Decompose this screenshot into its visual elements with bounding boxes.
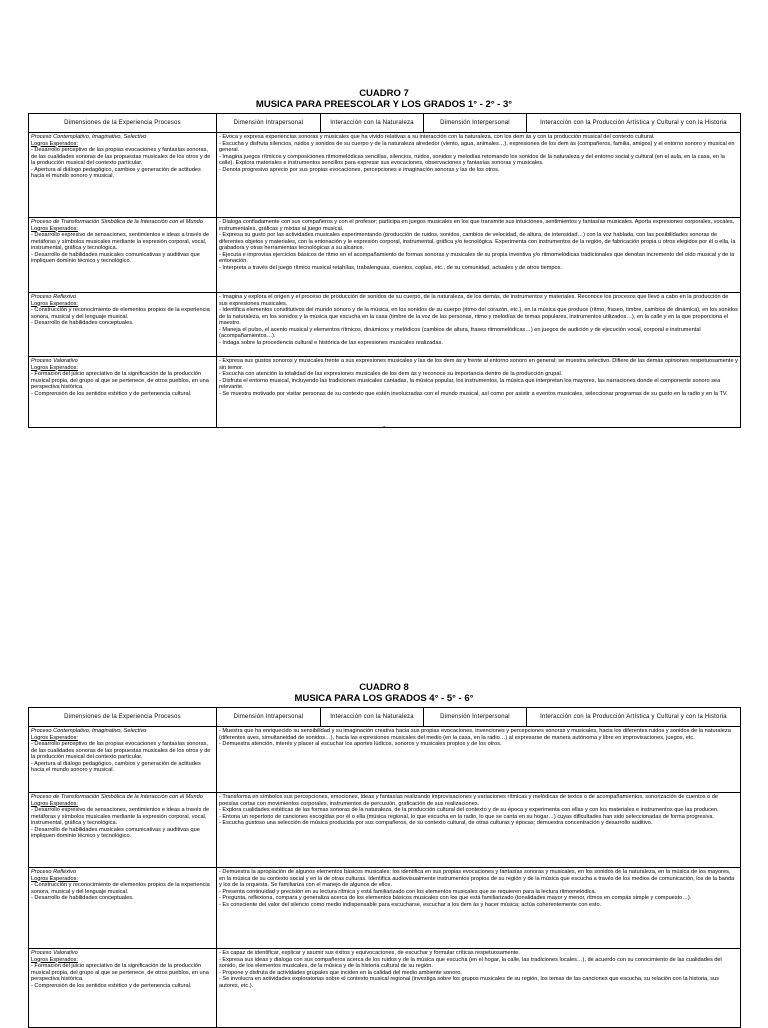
description-item: - Expresa sus ideas y dialoga con sus compañeros acerca de los ruidos y de la música que escucha (en el hogar, la calle, las tradiciones locales…), de acuerdo con su conocimiento de las cualidades del sonido, de los elementos musicales, de la música y de la historia cultural de su región. xyxy=(219,956,722,969)
header-intrapersonal: Dimensión Intrapersonal xyxy=(217,708,321,727)
table-row xyxy=(29,949,741,1028)
process-title: Proceso Reflexivo xyxy=(31,294,77,300)
table-row xyxy=(29,218,741,293)
process-cell xyxy=(29,949,217,1028)
description-item: - Demuestra atención, interés y placer al escuchar los aportes lúdicos, sonoros y musicales propios y de los otros. xyxy=(219,741,502,747)
process-cell xyxy=(29,133,217,218)
description-item: - Escucha y disfruta silencios, ruidos y sonidos de su cuerpo y de la naturaleza alrededor (viento, agua, animales…), expresiones de los dem ás (compañeros, familia, amigos) y el entorno sonoro y musical en general. xyxy=(219,140,735,153)
description-item: - Entona un repertorio de canciones escogidas por él o ella (música regional, lo que escucha en la radio, lo que se canta en su hogar…) cuyas dificultades han sido seleccionadas de forma progresiva. xyxy=(219,813,715,820)
header-produccion: Interacción con la Producción Artística y Cultural y con la Historia xyxy=(527,114,741,133)
table-header-row xyxy=(29,708,741,727)
process-cell xyxy=(29,218,217,293)
process-title: Proceso de Transformación Simbólica de la Interacción con el Mundo xyxy=(31,794,203,800)
description-item: - Indaga sobre la procedencia cultural e histórica de las expresiones musicales realizadas. xyxy=(219,339,443,346)
logro-item: - Desarrollo de habilidades conceptuales. xyxy=(31,320,134,326)
description-item: - Muestra que ha enriquecido su sensibilidad y su imaginación creativa hacia sus propias evocaciones, invenciones y percepciones sonoras y musicales, hacia los diferentes ruidos y sonidos de la naturaleza (diferentes aves, simultaneidad de sonidos…), hacia las expresiones musicales del medio (en la casa, en la radio…) al expresarse de manera autónoma y libre en improvisaciones, juegos, etc. xyxy=(219,728,731,741)
description-item: - Expresa su gusto por las actividades musicales experimentando (producción de ruidos, sonidos, cambios de velocidad, de altura, de intensidad…) con la voz hablada, con las posibilidades sonoras de diferentes objetos y materiales, con la entonación y le expresión corporal, instrumental, gráfica y/o tecnológica. Experimenta con instrumentos de la región, de fabricación propia u otros elegidos por él o ella, la grabadora y otras herramientas tecnológicas a su alcance. xyxy=(219,232,736,251)
description-cell xyxy=(217,868,741,949)
description-cell xyxy=(217,727,741,793)
table-row xyxy=(29,293,741,357)
description-cell xyxy=(217,293,741,357)
description-item: - Es capaz de identificar, explicar y asumir sus éxitos y equivocaciones, de escuchar y formular críticas respetuosamente. xyxy=(219,950,520,956)
cuadro-8-number: CUADRO 8 xyxy=(359,682,409,693)
table-row xyxy=(29,727,741,793)
description-item: - Dialoga confiadamente con sus compañeros y con el profesor; participa en juegos musicales en los que transmite sus intuiciones, sentimientos y fantasías musicales. Aporta expresiones corporales, vocales, instrumentales, gráficas y mixtas al juego musical. xyxy=(219,219,735,232)
logro-item: - Desarrollo expresivo de sensaciones, sentimientos e ideas a través de metáforas y símbolos musicales mediante la expresión corporal, vocal, instrumental, gráfica y tecnológica. xyxy=(31,232,210,251)
description-item: - Demuestra la apropiación de algunos elementos básicos musicales: los identifica en sus propias evocaciones y fantasías sonoras y musicales, en los sonidos de la naturaleza, en la música de los mayores, en la música de su contexto social y en la de otras culturas. Identifica audiovisualmente instrumentos propios de su región y de la música que escucha a través de los medios de comunicación, los de la banda y los de la orquesta. Se familiariza con el manejo de algunos de ellos. xyxy=(219,869,735,888)
table-row xyxy=(29,357,741,428)
table-header-row xyxy=(29,114,741,133)
logro-item: - Desarrollo expresivo de sensaciones, sentimientos e ideas a través de metáforas y símbolos musicales mediante la expresión corporal, vocal, instrumental, gráfica y tecnológica. xyxy=(31,807,210,826)
description-item: - Escucha gustoso una selección de música producida por sus compañeros, de su contexto cultural, de otras culturas y épocas; demuestra concentración y desarrollo auditivo. xyxy=(219,820,653,826)
logros-label: Logros Esperados: xyxy=(31,800,78,807)
header-naturaleza: Interacción con la Naturaleza xyxy=(321,708,424,727)
description-item: - Ejecuta e improvisa ejercicios básicos de ritmo en el acompañamiento de formas sonoras y musicales de su propia inventiva y/o ritmomelódicas tradicionales que denotan incremento del oído musical y de la entonación. xyxy=(219,251,735,264)
description-item: - Denota progresivo aprecio por sus propias evocaciones, percepciones e imaginación sonoras y las de los otros. xyxy=(219,166,500,173)
description-item: - Imagina juegos rítmicos y composiciones ritmomelódicas sencillas, silencios, ruidos, sonidos y melodías retomando los sonidos de la naturaleza y del entorno social y cultural (en el aula, en la casa, en la calle). Explora materiales e instrumentos sencillos para expresar sus evocaciones, observaciones y fantasías sonoras y musicales. xyxy=(219,153,725,166)
description-cell xyxy=(217,133,741,218)
description-item: - Identifica elementos constitutivos del mundo sonoro y de la música, en los sonidos de su cuerpo (ritmo del corazón, etc.), en la música que produce (ritmo, fraseo, timbre, cambios de dinámica), en los sonidos de la naturaleza, en los sonidos y la música que escucha en la casa (timbre de la voz de las personas, ritmo y melodías de temas populares, instrumentos utilizados…), en la calle y en la que proporciona el maestro. xyxy=(219,307,738,326)
logros-label: Logros Esperados: xyxy=(31,364,78,371)
logro-item: - Construcción y reconocimiento de elementos propios de la experiencia sonora, musical y del lenguaje musical. xyxy=(31,882,210,895)
header-dimensiones: Dimensiones de la Experiencia Procesos xyxy=(29,708,217,727)
description-item: - Disfruta el entorno musical, incluyendo las tradiciones musicales cantadas, la música popular, los instrumentos, la música que interpretan los mayores, las narraciones donde el componente sonoro sea relevante. xyxy=(219,377,721,390)
logro-item: - Desarrollo de habilidades musicales comunicativas y auditivas que impliquen dominio técnico y tecnológico. xyxy=(31,826,200,839)
description-item: - Propone y disfruta de actividades grupales que inciden en la calidad del medio ambiente sonoro. xyxy=(219,969,462,976)
process-title: Proceso Reflexivo xyxy=(31,869,77,875)
description-item: - Pregunta, reflexiona, compara y generaliza acerca de los elementos básicos musicales con los que está familiarizado (tonalidades mayor y menor, ritmos en compás simple y compuesto…). xyxy=(219,895,692,901)
header-intrapersonal: Dimensión Intrapersonal xyxy=(217,114,321,133)
logros-label: Logros Esperados: xyxy=(31,140,78,147)
process-title: Proceso Contemplativo, Imaginativo, Selectivo xyxy=(31,134,147,140)
description-item: - Evoca y expresa experiencias sonoras y musicales que ha vivido relativas a su interacción con la naturaleza, con los dem ás y con la producción musical del contexto cultural. xyxy=(219,134,655,140)
cuadro-8-table xyxy=(28,707,741,1028)
description-item: - Expresa sus gustos sonoros y musicales frente a sus expresiones musicales y las de los dem ás y frente al entorno sonoro en general; se muestra selectivo. Difiere de las demás opiniones respetuosamente y sin temor. xyxy=(219,358,738,371)
cuadro-7-table xyxy=(28,113,741,428)
logro-item: - Formación del juicio apreciativo de la significación de la producción musical propia, del grupo al que se pertenece, de otros pueblos, en una perspectiva histórica. xyxy=(31,963,209,982)
logros-label: Logros Esperados: xyxy=(31,225,78,232)
cuadro-7 xyxy=(28,88,740,428)
description-cell xyxy=(217,357,741,428)
logro-item: - Desarrollo perceptivo de las propias evocaciones y fantasías sonoras, de las cualidades sonoras de las propuestas musicales de los otros y de la producción musical del contexto particular. xyxy=(31,147,211,166)
description-cell xyxy=(217,218,741,293)
header-dimensiones: Dimensiones de la Experiencia Procesos xyxy=(29,114,217,133)
process-cell xyxy=(29,357,217,428)
logro-item: - Construcción y reconocimiento de elementos propios de la experiencia sonora, musical y del lenguaje musical. xyxy=(31,307,210,320)
process-title: Proceso Contemplativo, Imaginativo, Selectivo xyxy=(31,728,147,734)
cuadro-8-title: MUSICA PARA LOS GRADOS 4° - 5° - 6° xyxy=(294,693,474,704)
header-produccion: Interacción con la Producción Artística y Cultural y con la Historia xyxy=(527,708,741,727)
table-row xyxy=(29,133,741,218)
table-row xyxy=(29,793,741,868)
process-cell xyxy=(29,293,217,357)
logros-label: Logros Esperados: xyxy=(31,875,78,882)
description-item: - Es consciente del valor del silencio como medio indispensable para escucharse, escuchar a los dem ás y hacer música; actúa coherentemente con esto. xyxy=(219,901,602,908)
table-row xyxy=(29,868,741,949)
logro-item: - Desarrollo de habilidades conceptuales. xyxy=(31,895,134,901)
logro-item: - Desarrollo de habilidades musicales comunicativas y auditivas que impliquen dominio técnico y tecnológico. xyxy=(31,251,200,264)
process-title: Proceso Valorativo xyxy=(31,950,78,956)
header-naturaleza: Interacción con la Naturaleza xyxy=(321,114,424,133)
description-item: - Imagina y explora el origen y el proceso de producción de sonidos de su cuerpo, de la naturaleza, de los demás, de instrumentos y materiales. Reconoce los procesos que llevó a cabo en la producción de sus expresiones musicales. xyxy=(219,294,729,307)
logros-label: Logros Esperados: xyxy=(31,956,78,963)
header-interpersonal: Dimensión Interpersonal xyxy=(424,708,527,727)
description-item: - Explora cualidades estéticas de las formas sonoras de la naturaleza, de la producción cultural del contexto y de su época y experimenta con ellas y con los materiales e instrumentos que las producen. xyxy=(219,807,719,813)
cuadro-7-number: CUADRO 7 xyxy=(359,88,409,99)
process-cell xyxy=(29,727,217,793)
logros-label: Logros Esperados: xyxy=(31,300,78,307)
description-item: - Interpreta a través del juego rítmico musical retahílas, trabalenguas, cuentos, coplas, etc., de su comunidad, actuales y de otros tiempos. xyxy=(219,264,562,271)
logro-item: - Formación del juicio apreciativo de la significación de la producción musical propia, del grupo al que se pertenece, de otros pueblos, en una perspectiva histórica. xyxy=(31,371,209,390)
description-cell xyxy=(217,793,741,868)
logros-label: Logros Esperados: xyxy=(31,734,78,741)
process-cell xyxy=(29,868,217,949)
cuadro-7-title: MUSICA PARA PREESCOLAR Y LOS GRADOS 1° - 2° - 3° xyxy=(255,99,513,110)
process-title: Proceso Valorativo xyxy=(31,358,78,364)
description-item: - Se involucra en actividades exploratorias sobre el contexto musical regional (investiga sobre los grupos musicales de su región, los temas de las canciones que escucha, su relación con la historia, sus autores, etc.). xyxy=(219,976,719,989)
description-item: - Se muestra motivado por visitar personas de su contexto que estén involucradas con el mundo musical, así como por asistir a eventos musicales, seleccionar programas de su gusto en la radio y en la TV. xyxy=(219,390,728,397)
process-cell xyxy=(29,793,217,868)
header-interpersonal: Dimensión Interpersonal xyxy=(424,114,527,133)
logro-item: - Comprensión de los sentidos estético y de pertenencia cultural. xyxy=(31,982,192,989)
description-item: - Maneja el pulso, el acento musical y elementos rítmicos, dinámicos y melódicos (cambios de altura, frases ritmomelódicas…) en juegos de audición y de ejecución vocal, corporal e instrumental (acompañamientos…). xyxy=(219,326,701,339)
description-item: - Escucha con atención la totalidad de las expresiones musicales de los dem ás y reconoce su importancia dentro de la producción grupal. xyxy=(219,371,563,377)
logro-item: - Comprensión de los sentidos estético y de pertenencia cultural. xyxy=(31,390,192,397)
page-separator-mark: - xyxy=(383,424,386,431)
description-item: - Presenta continuidad y precisión en su lectura rítmica y está familiarizado con los elementos musicales que se requieren para la lectura ritmomelódica. xyxy=(219,888,597,895)
description-cell xyxy=(217,949,741,1028)
logro-item: - Apertura al diálogo pedagógico, cambios y generación de actitudes hacia el mundo sonoro y musical. xyxy=(31,166,201,179)
logro-item: - Apertura al diálogo pedagógico, cambios y generación de actitudes hacia el mundo sonoro y musical. xyxy=(31,760,201,773)
logro-item: - Desarrollo perceptivo de las propias evocaciones y fantasías sonoras, de las cualidades sonoras de las propuestas musicales de los otros y de la producción musical del contexto particular. xyxy=(31,741,211,760)
description-item: - Transforma en símbolos sus percepciones, emociones, ideas y fantasías realizando improvisaciones y variaciones rítmicas y melódicas de textos o de acompañamientos, sonorización de cuentos o de poesías cortas con movimientos corporales, instrumentos de percusión, graficación de sus realizaciones. xyxy=(219,794,719,807)
cuadro-8 xyxy=(28,682,740,1028)
process-title: Proceso de Transformación Simbólica de la Interacción con el Mundo xyxy=(31,219,203,225)
